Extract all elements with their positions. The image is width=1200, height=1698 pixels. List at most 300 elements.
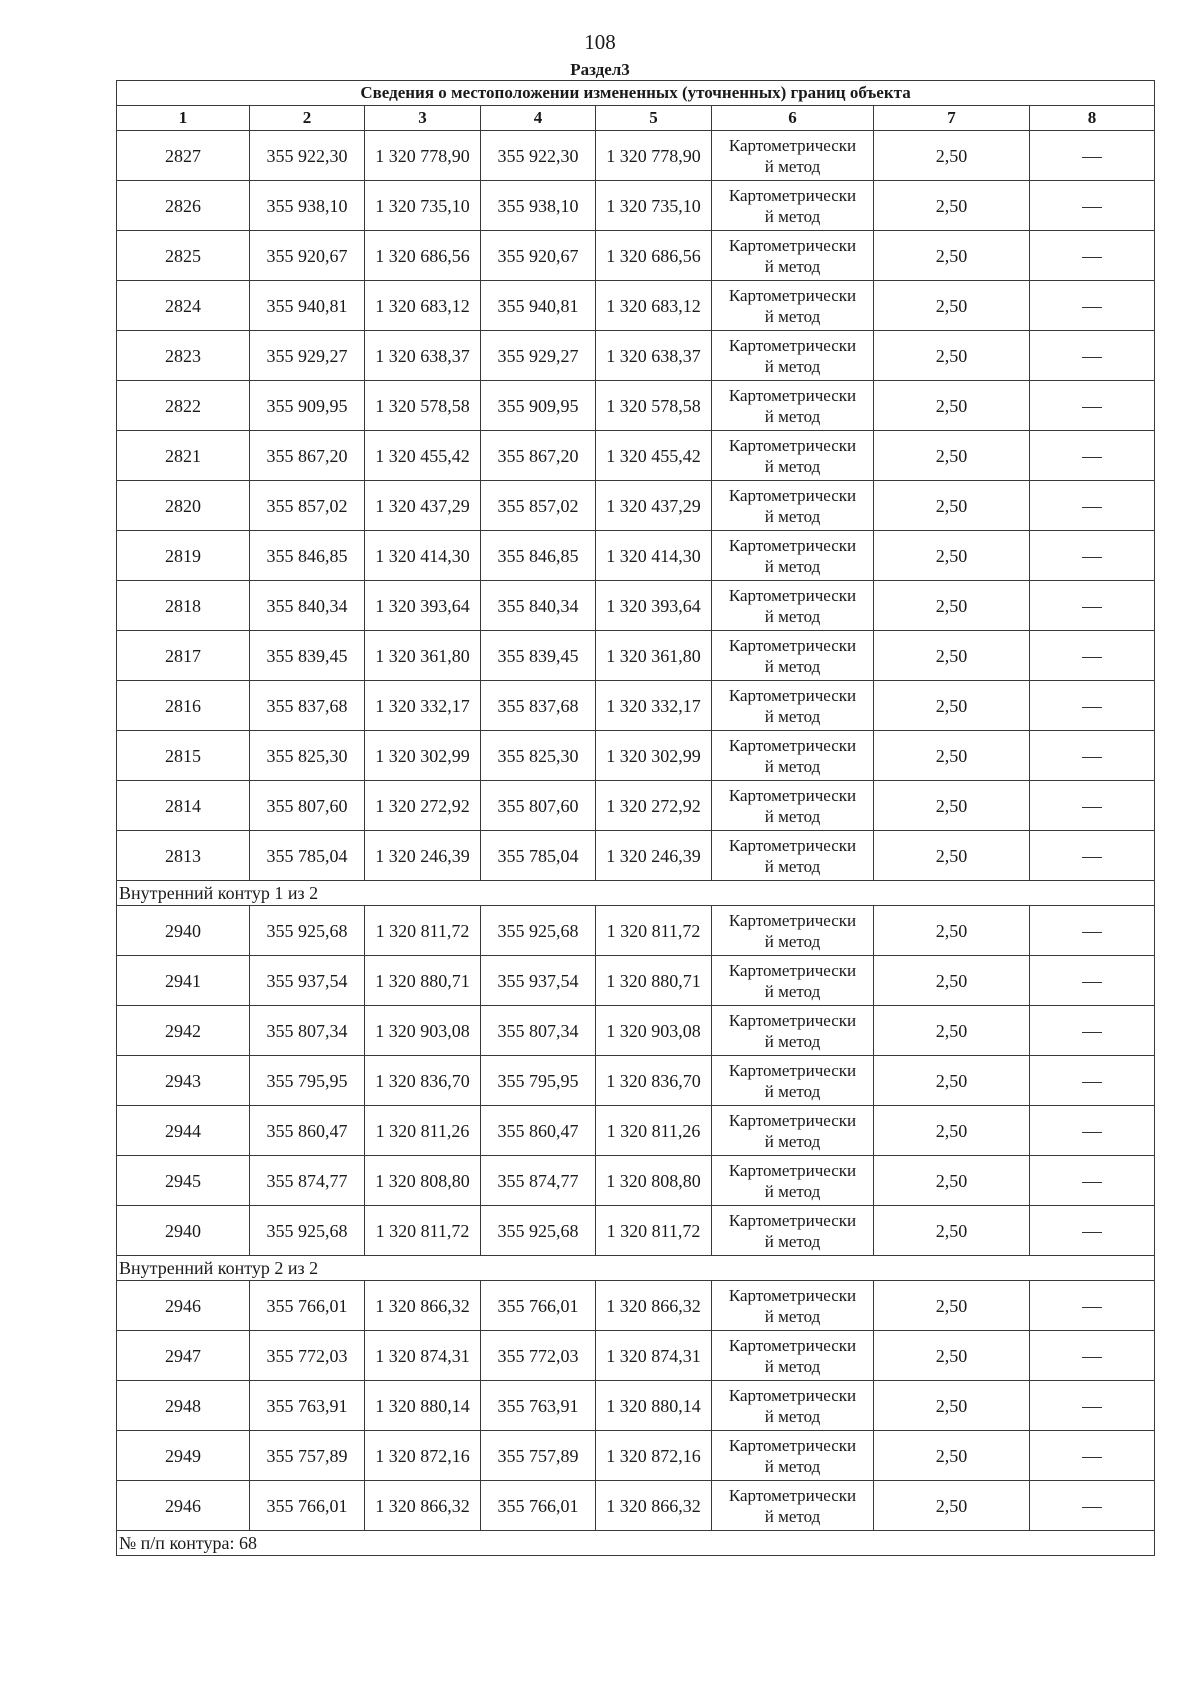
table-row xyxy=(117,481,1155,531)
x-coordinate-cell: 355 840,34 xyxy=(481,581,596,631)
method-cell xyxy=(712,181,874,231)
method-line: й метод xyxy=(764,1456,821,1476)
y-coordinate-cell: 1 320 836,70 xyxy=(365,1056,481,1106)
x-coordinate-cell: 355 766,01 xyxy=(250,1481,365,1531)
dash-cell xyxy=(1030,906,1155,956)
column-header-row xyxy=(117,106,1155,131)
y-coordinate-cell: 1 320 808,80 xyxy=(596,1156,712,1206)
accuracy-cell: 2,50 xyxy=(874,1206,1030,1256)
dash-mark xyxy=(1082,1457,1102,1458)
table-row xyxy=(117,131,1155,181)
x-coordinate-cell: 355 920,67 xyxy=(250,231,365,281)
x-coordinate-cell: 355 840,34 xyxy=(250,581,365,631)
y-coordinate-cell: 1 320 808,80 xyxy=(365,1156,481,1206)
x-coordinate-cell: 355 795,95 xyxy=(250,1056,365,1106)
x-coordinate-cell: 355 938,10 xyxy=(481,181,596,231)
y-coordinate-cell: 1 320 880,14 xyxy=(596,1381,712,1431)
dash-mark xyxy=(1082,1232,1102,1233)
y-coordinate-cell: 1 320 872,16 xyxy=(596,1431,712,1481)
point-number-cell: 2817 xyxy=(117,631,250,681)
dash-cell xyxy=(1030,1106,1155,1156)
point-number-cell: 2818 xyxy=(117,581,250,631)
dash-mark xyxy=(1082,257,1102,258)
accuracy-cell: 2,50 xyxy=(874,481,1030,531)
dash-cell xyxy=(1030,1056,1155,1106)
method-cell xyxy=(712,1431,874,1481)
y-coordinate-cell: 1 320 578,58 xyxy=(365,381,481,431)
table-row xyxy=(117,381,1155,431)
table-row xyxy=(117,581,1155,631)
method-cell xyxy=(712,231,874,281)
method-line: й метод xyxy=(764,556,821,576)
x-coordinate-cell: 355 909,95 xyxy=(481,381,596,431)
method-line: Картометрически xyxy=(728,185,857,205)
dash-cell xyxy=(1030,1006,1155,1056)
method-line: й метод xyxy=(764,931,821,951)
table-row xyxy=(117,1056,1155,1106)
x-coordinate-cell: 355 925,68 xyxy=(481,906,596,956)
table-row xyxy=(117,1156,1155,1206)
method-line: й метод xyxy=(764,1506,821,1526)
x-coordinate-cell: 355 860,47 xyxy=(481,1106,596,1156)
x-coordinate-cell: 355 825,30 xyxy=(250,731,365,781)
accuracy-cell: 2,50 xyxy=(874,631,1030,681)
x-coordinate-cell: 355 867,20 xyxy=(250,431,365,481)
accuracy-cell: 2,50 xyxy=(874,1431,1030,1481)
y-coordinate-cell: 1 320 866,32 xyxy=(596,1281,712,1331)
dash-mark xyxy=(1082,407,1102,408)
method-line: й метод xyxy=(764,256,821,276)
method-line: й метод xyxy=(764,706,821,726)
x-coordinate-cell: 355 807,34 xyxy=(481,1006,596,1056)
table-row xyxy=(117,1331,1155,1381)
dash-cell xyxy=(1030,531,1155,581)
accuracy-cell: 2,50 xyxy=(874,1381,1030,1431)
point-number-cell: 2949 xyxy=(117,1431,250,1481)
dash-mark xyxy=(1082,1307,1102,1308)
column-header: 6 xyxy=(712,106,874,131)
table-row xyxy=(117,631,1155,681)
method-line: Картометрически xyxy=(728,535,857,555)
method-cell xyxy=(712,481,874,531)
y-coordinate-cell: 1 320 302,99 xyxy=(365,731,481,781)
table-row xyxy=(117,831,1155,881)
x-coordinate-cell: 355 763,91 xyxy=(481,1381,596,1431)
y-coordinate-cell: 1 320 361,80 xyxy=(365,631,481,681)
method-line: й метод xyxy=(764,156,821,176)
contour-heading: Внутренний контур 2 из 2 xyxy=(117,1256,1155,1281)
dash-cell xyxy=(1030,381,1155,431)
x-coordinate-cell: 355 925,68 xyxy=(250,906,365,956)
dash-cell xyxy=(1030,331,1155,381)
dash-cell xyxy=(1030,1281,1155,1331)
point-number-cell: 2948 xyxy=(117,1381,250,1431)
x-coordinate-cell: 355 929,27 xyxy=(481,331,596,381)
x-coordinate-cell: 355 785,04 xyxy=(250,831,365,881)
dash-mark xyxy=(1082,507,1102,508)
point-number-cell: 2820 xyxy=(117,481,250,531)
dash-cell xyxy=(1030,181,1155,231)
dash-mark xyxy=(1082,1032,1102,1033)
accuracy-cell: 2,50 xyxy=(874,331,1030,381)
method-line: й метод xyxy=(764,406,821,426)
y-coordinate-cell: 1 320 880,71 xyxy=(596,956,712,1006)
accuracy-cell: 2,50 xyxy=(874,681,1030,731)
method-cell xyxy=(712,131,874,181)
column-header: 5 xyxy=(596,106,712,131)
point-number-cell: 2940 xyxy=(117,906,250,956)
dash-cell xyxy=(1030,131,1155,181)
y-coordinate-cell: 1 320 735,10 xyxy=(365,181,481,231)
dash-cell xyxy=(1030,1206,1155,1256)
method-cell xyxy=(712,1481,874,1531)
boundary-coordinates-table xyxy=(116,80,1155,1556)
y-coordinate-cell: 1 320 874,31 xyxy=(596,1331,712,1381)
y-coordinate-cell: 1 320 302,99 xyxy=(596,731,712,781)
x-coordinate-cell: 355 920,67 xyxy=(481,231,596,281)
method-line: й метод xyxy=(764,306,821,326)
y-coordinate-cell: 1 320 880,71 xyxy=(365,956,481,1006)
method-cell xyxy=(712,1056,874,1106)
table-row xyxy=(117,731,1155,781)
y-coordinate-cell: 1 320 811,26 xyxy=(596,1106,712,1156)
point-number-cell: 2822 xyxy=(117,381,250,431)
dash-mark xyxy=(1082,707,1102,708)
y-coordinate-cell: 1 320 332,17 xyxy=(596,681,712,731)
point-number-cell: 2940 xyxy=(117,1206,250,1256)
y-coordinate-cell: 1 320 332,17 xyxy=(365,681,481,731)
dash-mark xyxy=(1082,807,1102,808)
method-cell xyxy=(712,531,874,581)
dash-mark xyxy=(1082,357,1102,358)
method-line: Картометрически xyxy=(728,1160,857,1180)
accuracy-cell: 2,50 xyxy=(874,1006,1030,1056)
point-number-cell: 2824 xyxy=(117,281,250,331)
table-row xyxy=(117,281,1155,331)
method-line: Картометрически xyxy=(728,960,857,980)
dash-mark xyxy=(1082,607,1102,608)
x-coordinate-cell: 355 938,10 xyxy=(250,181,365,231)
y-coordinate-cell: 1 320 836,70 xyxy=(596,1056,712,1106)
y-coordinate-cell: 1 320 393,64 xyxy=(365,581,481,631)
point-number-cell: 2946 xyxy=(117,1281,250,1331)
point-number-cell: 2821 xyxy=(117,431,250,481)
y-coordinate-cell: 1 320 638,37 xyxy=(596,331,712,381)
method-cell xyxy=(712,1206,874,1256)
dash-cell xyxy=(1030,1156,1155,1206)
x-coordinate-cell: 355 837,68 xyxy=(250,681,365,731)
method-line: Картометрически xyxy=(728,1385,857,1405)
dash-mark xyxy=(1082,1132,1102,1133)
contour-heading: Внутренний контур 1 из 2 xyxy=(117,881,1155,906)
column-header: 2 xyxy=(250,106,365,131)
y-coordinate-cell: 1 320 638,37 xyxy=(365,331,481,381)
y-coordinate-cell: 1 320 903,08 xyxy=(596,1006,712,1056)
method-line: Картометрически xyxy=(728,285,857,305)
method-line: Картометрически xyxy=(728,1285,857,1305)
dash-cell xyxy=(1030,831,1155,881)
x-coordinate-cell: 355 807,60 xyxy=(250,781,365,831)
method-cell xyxy=(712,431,874,481)
accuracy-cell: 2,50 xyxy=(874,531,1030,581)
method-cell xyxy=(712,956,874,1006)
method-line: Картометрически xyxy=(728,1210,857,1230)
method-cell xyxy=(712,631,874,681)
section-title: Раздел3 xyxy=(570,60,630,79)
dash-mark xyxy=(1082,982,1102,983)
accuracy-cell: 2,50 xyxy=(874,831,1030,881)
dash-cell xyxy=(1030,1381,1155,1431)
dash-mark xyxy=(1082,1407,1102,1408)
x-coordinate-cell: 355 795,95 xyxy=(481,1056,596,1106)
accuracy-cell: 2,50 xyxy=(874,731,1030,781)
accuracy-cell: 2,50 xyxy=(874,281,1030,331)
table-row xyxy=(117,681,1155,731)
method-line: Картометрически xyxy=(728,1060,857,1080)
accuracy-cell: 2,50 xyxy=(874,1156,1030,1206)
x-coordinate-cell: 355 940,81 xyxy=(481,281,596,331)
column-header: 7 xyxy=(874,106,1030,131)
method-cell xyxy=(712,331,874,381)
y-coordinate-cell: 1 320 874,31 xyxy=(365,1331,481,1381)
method-cell xyxy=(712,1006,874,1056)
x-coordinate-cell: 355 929,27 xyxy=(250,331,365,381)
point-number-cell: 2947 xyxy=(117,1331,250,1381)
method-line: Картометрически xyxy=(728,1485,857,1505)
y-coordinate-cell: 1 320 778,90 xyxy=(596,131,712,181)
y-coordinate-cell: 1 320 683,12 xyxy=(596,281,712,331)
method-line: Картометрически xyxy=(728,735,857,755)
method-line: й метод xyxy=(764,1081,821,1101)
x-coordinate-cell: 355 860,47 xyxy=(250,1106,365,1156)
x-coordinate-cell: 355 807,34 xyxy=(250,1006,365,1056)
table-row xyxy=(117,331,1155,381)
contour-number-footer: № п/п контура: 68 xyxy=(117,1531,1155,1556)
method-cell xyxy=(712,1281,874,1331)
table-row xyxy=(117,1381,1155,1431)
accuracy-cell: 2,50 xyxy=(874,431,1030,481)
x-coordinate-cell: 355 766,01 xyxy=(250,1281,365,1331)
dash-cell xyxy=(1030,481,1155,531)
point-number-cell: 2944 xyxy=(117,1106,250,1156)
y-coordinate-cell: 1 320 393,64 xyxy=(596,581,712,631)
y-coordinate-cell: 1 320 686,56 xyxy=(365,231,481,281)
method-line: й метод xyxy=(764,806,821,826)
method-cell xyxy=(712,781,874,831)
y-coordinate-cell: 1 320 361,80 xyxy=(596,631,712,681)
point-number-cell: 2823 xyxy=(117,331,250,381)
method-cell xyxy=(712,1381,874,1431)
point-number-cell: 2827 xyxy=(117,131,250,181)
x-coordinate-cell: 355 763,91 xyxy=(250,1381,365,1431)
method-line: й метод xyxy=(764,1031,821,1051)
accuracy-cell: 2,50 xyxy=(874,581,1030,631)
x-coordinate-cell: 355 772,03 xyxy=(250,1331,365,1381)
table-row xyxy=(117,781,1155,831)
table-row xyxy=(117,1281,1155,1331)
accuracy-cell: 2,50 xyxy=(874,1281,1030,1331)
column-header: 1 xyxy=(117,106,250,131)
table-row xyxy=(117,1106,1155,1156)
dash-cell xyxy=(1030,781,1155,831)
accuracy-cell: 2,50 xyxy=(874,956,1030,1006)
x-coordinate-cell: 355 757,89 xyxy=(481,1431,596,1481)
x-coordinate-cell: 355 857,02 xyxy=(250,481,365,531)
method-line: Картометрически xyxy=(728,435,857,455)
table-row xyxy=(117,431,1155,481)
x-coordinate-cell: 355 937,54 xyxy=(250,956,365,1006)
table-caption: Сведения о местоположении измененных (уточненных) границ объекта xyxy=(117,81,1155,106)
dash-mark xyxy=(1082,1357,1102,1358)
x-coordinate-cell: 355 922,30 xyxy=(481,131,596,181)
dash-cell xyxy=(1030,731,1155,781)
y-coordinate-cell: 1 320 455,42 xyxy=(365,431,481,481)
dash-cell xyxy=(1030,956,1155,1006)
x-coordinate-cell: 355 825,30 xyxy=(481,731,596,781)
x-coordinate-cell: 355 867,20 xyxy=(481,431,596,481)
table-row xyxy=(117,1431,1155,1481)
column-header: 4 xyxy=(481,106,596,131)
method-line: Картометрически xyxy=(728,485,857,505)
dash-mark xyxy=(1082,557,1102,558)
y-coordinate-cell: 1 320 903,08 xyxy=(365,1006,481,1056)
point-number-cell: 2943 xyxy=(117,1056,250,1106)
y-coordinate-cell: 1 320 578,58 xyxy=(596,381,712,431)
point-number-cell: 2825 xyxy=(117,231,250,281)
method-line: й метод xyxy=(764,1306,821,1326)
dash-cell xyxy=(1030,1481,1155,1531)
dash-mark xyxy=(1082,1507,1102,1508)
column-header: 3 xyxy=(365,106,481,131)
method-line: Картометрически xyxy=(728,835,857,855)
method-line: й метод xyxy=(764,656,821,676)
accuracy-cell: 2,50 xyxy=(874,781,1030,831)
accuracy-cell: 2,50 xyxy=(874,381,1030,431)
dash-mark xyxy=(1082,1082,1102,1083)
y-coordinate-cell: 1 320 246,39 xyxy=(596,831,712,881)
dash-cell xyxy=(1030,431,1155,481)
accuracy-cell: 2,50 xyxy=(874,1056,1030,1106)
x-coordinate-cell: 355 807,60 xyxy=(481,781,596,831)
y-coordinate-cell: 1 320 735,10 xyxy=(596,181,712,231)
x-coordinate-cell: 355 922,30 xyxy=(250,131,365,181)
x-coordinate-cell: 355 757,89 xyxy=(250,1431,365,1481)
point-number-cell: 2815 xyxy=(117,731,250,781)
x-coordinate-cell: 355 925,68 xyxy=(250,1206,365,1256)
table-row xyxy=(117,1206,1155,1256)
table-row xyxy=(117,1006,1155,1056)
dash-mark xyxy=(1082,157,1102,158)
x-coordinate-cell: 355 766,01 xyxy=(481,1481,596,1531)
dash-mark xyxy=(1082,1182,1102,1183)
method-line: Картометрически xyxy=(728,585,857,605)
y-coordinate-cell: 1 320 811,72 xyxy=(596,1206,712,1256)
y-coordinate-cell: 1 320 683,12 xyxy=(365,281,481,331)
method-line: Картометрически xyxy=(728,910,857,930)
x-coordinate-cell: 355 766,01 xyxy=(481,1281,596,1331)
x-coordinate-cell: 355 940,81 xyxy=(250,281,365,331)
method-cell xyxy=(712,1106,874,1156)
method-cell xyxy=(712,906,874,956)
x-coordinate-cell: 355 874,77 xyxy=(250,1156,365,1206)
y-coordinate-cell: 1 320 246,39 xyxy=(365,831,481,881)
y-coordinate-cell: 1 320 437,29 xyxy=(596,481,712,531)
method-line: Картометрически xyxy=(728,785,857,805)
y-coordinate-cell: 1 320 272,92 xyxy=(365,781,481,831)
method-line: Картометрически xyxy=(728,1435,857,1455)
y-coordinate-cell: 1 320 866,32 xyxy=(365,1481,481,1531)
y-coordinate-cell: 1 320 272,92 xyxy=(596,781,712,831)
point-number-cell: 2813 xyxy=(117,831,250,881)
method-line: й метод xyxy=(764,1231,821,1251)
point-number-cell: 2941 xyxy=(117,956,250,1006)
dash-mark xyxy=(1082,932,1102,933)
table-row xyxy=(117,181,1155,231)
method-cell xyxy=(712,1331,874,1381)
accuracy-cell: 2,50 xyxy=(874,1106,1030,1156)
dash-cell xyxy=(1030,1431,1155,1481)
table-row xyxy=(117,231,1155,281)
dash-cell xyxy=(1030,581,1155,631)
x-coordinate-cell: 355 846,85 xyxy=(250,531,365,581)
dash-mark xyxy=(1082,857,1102,858)
dash-cell xyxy=(1030,1331,1155,1381)
table-row xyxy=(117,906,1155,956)
x-coordinate-cell: 355 785,04 xyxy=(481,831,596,881)
x-coordinate-cell: 355 839,45 xyxy=(250,631,365,681)
y-coordinate-cell: 1 320 811,72 xyxy=(365,1206,481,1256)
x-coordinate-cell: 355 839,45 xyxy=(481,631,596,681)
accuracy-cell: 2,50 xyxy=(874,1331,1030,1381)
method-cell xyxy=(712,581,874,631)
y-coordinate-cell: 1 320 866,32 xyxy=(596,1481,712,1531)
method-cell xyxy=(712,731,874,781)
method-line: й метод xyxy=(764,981,821,1001)
y-coordinate-cell: 1 320 866,32 xyxy=(365,1281,481,1331)
point-number-cell: 2819 xyxy=(117,531,250,581)
method-line: й метод xyxy=(764,356,821,376)
dash-mark xyxy=(1082,207,1102,208)
x-coordinate-cell: 355 837,68 xyxy=(481,681,596,731)
method-line: й метод xyxy=(764,206,821,226)
x-coordinate-cell: 355 857,02 xyxy=(481,481,596,531)
point-number-cell: 2945 xyxy=(117,1156,250,1206)
x-coordinate-cell: 355 909,95 xyxy=(250,381,365,431)
dash-mark xyxy=(1082,657,1102,658)
table-row xyxy=(117,531,1155,581)
x-coordinate-cell: 355 846,85 xyxy=(481,531,596,581)
method-line: й метод xyxy=(764,856,821,876)
y-coordinate-cell: 1 320 811,72 xyxy=(596,906,712,956)
method-line: Картометрически xyxy=(728,235,857,255)
x-coordinate-cell: 355 925,68 xyxy=(481,1206,596,1256)
y-coordinate-cell: 1 320 414,30 xyxy=(596,531,712,581)
x-coordinate-cell: 355 937,54 xyxy=(481,956,596,1006)
dash-mark xyxy=(1082,307,1102,308)
accuracy-cell: 2,50 xyxy=(874,181,1030,231)
method-line: Картометрически xyxy=(728,135,857,155)
method-line: Картометрически xyxy=(728,1335,857,1355)
method-cell xyxy=(712,831,874,881)
dash-cell xyxy=(1030,681,1155,731)
point-number-cell: 2946 xyxy=(117,1481,250,1531)
dash-cell xyxy=(1030,231,1155,281)
table-row xyxy=(117,1481,1155,1531)
method-line: Картометрически xyxy=(728,1110,857,1130)
dash-cell xyxy=(1030,281,1155,331)
y-coordinate-cell: 1 320 778,90 xyxy=(365,131,481,181)
y-coordinate-cell: 1 320 872,16 xyxy=(365,1431,481,1481)
